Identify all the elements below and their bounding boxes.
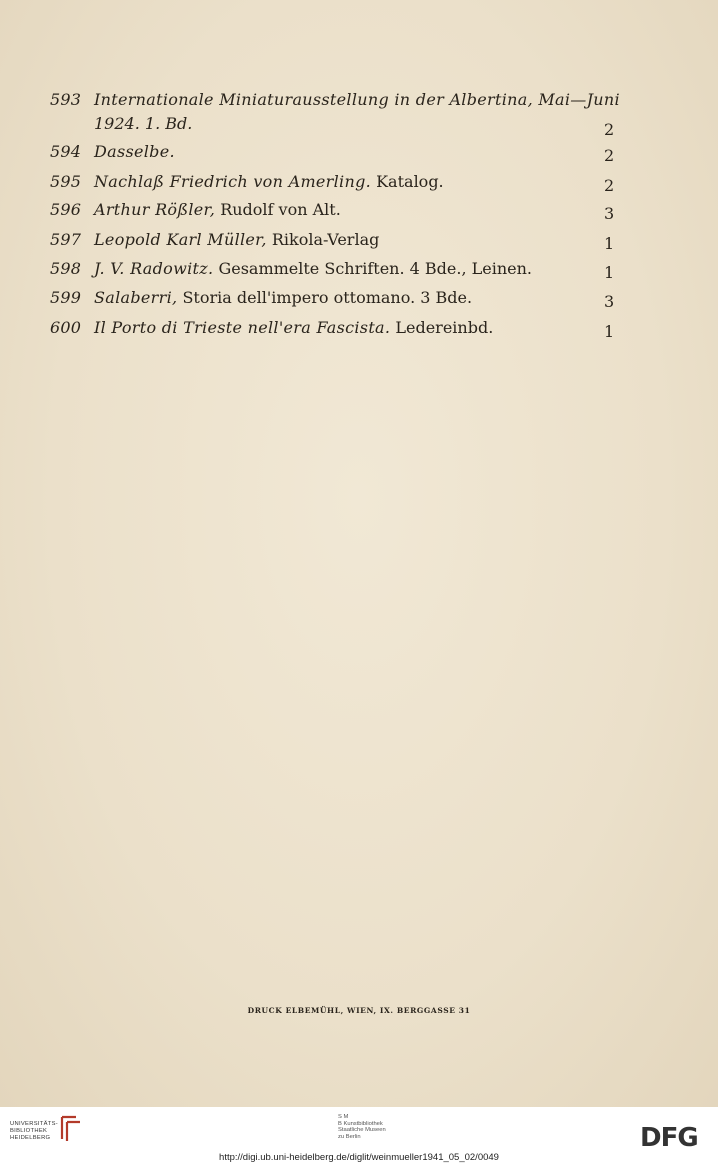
catalog-entry xyxy=(0,288,718,314)
stamp-line: B Kunstbibliothek xyxy=(338,1120,383,1127)
entry-author: Il Porto di Trieste nell'era Fascista. xyxy=(94,318,391,337)
lot-number: 600 xyxy=(50,318,82,337)
lot-number: 599 xyxy=(50,288,82,307)
entry-author: Dasselbe. xyxy=(94,142,175,161)
source-url-link[interactable]: http://digi.ub.uni-heidelberg.de/diglit/weinmueller1941_05_02/0049 xyxy=(219,1152,499,1163)
lot-number: 595 xyxy=(50,172,82,191)
catalog-entry xyxy=(0,318,718,344)
library-name-line: BIBLIOTHEK xyxy=(10,1128,48,1134)
museum-stamp xyxy=(338,1114,386,1140)
entry-text xyxy=(94,259,532,278)
lot-quantity: 2 xyxy=(604,120,615,139)
entry-title: Rudolf von Alt. xyxy=(215,200,341,219)
stamp-line: zu Berlin xyxy=(338,1133,361,1140)
catalog-entry xyxy=(0,142,718,168)
lot-quantity: 1 xyxy=(604,234,615,253)
lot-number: 594 xyxy=(50,142,82,161)
lot-number: 596 xyxy=(50,200,82,219)
catalog-entry xyxy=(0,200,718,226)
entry-text xyxy=(94,200,341,219)
stamp-line: S M xyxy=(338,1114,349,1120)
entry-text xyxy=(94,142,175,161)
catalog-entry xyxy=(0,230,718,256)
printer-imprint: DRUCK ELBEMÜHL, WIEN, IX. BERGGASSE 31 xyxy=(247,1006,471,1015)
lot-quantity: 2 xyxy=(604,176,615,195)
entry-title: Storia dell'impero ottomano. 3 Bde. xyxy=(177,288,473,307)
library-name-line: HEIDELBERG xyxy=(10,1135,51,1141)
lot-quantity: 1 xyxy=(604,322,615,341)
entry-author: J. V. Radowitz. xyxy=(94,259,214,278)
catalog-entry xyxy=(0,90,718,139)
lot-quantity: 1 xyxy=(604,263,615,282)
entry-text xyxy=(94,172,444,191)
entry-text xyxy=(94,288,472,307)
entry-text xyxy=(94,230,379,249)
entry-continuation: 1924. 1. Bd. xyxy=(94,114,193,133)
lot-quantity: 3 xyxy=(604,292,615,311)
dfg-logo[interactable]: DFG xyxy=(640,1123,698,1153)
entry-author: Internationale Miniaturausstellung in der Albertina, Mai—Juni xyxy=(94,90,620,109)
lot-quantity: 3 xyxy=(604,204,615,223)
lot-number: 598 xyxy=(50,259,82,278)
entry-author: Leopold Karl Müller, xyxy=(94,230,267,249)
university-library-logo[interactable] xyxy=(10,1121,58,1142)
lot-quantity: 2 xyxy=(604,146,615,165)
digitization-footer xyxy=(0,1107,718,1164)
library-name-line: UNIVERSITÄTS- xyxy=(10,1121,59,1127)
entry-title: Katalog. xyxy=(371,172,444,191)
entry-text xyxy=(94,90,620,109)
lot-number: 593 xyxy=(50,90,82,109)
entry-title: Rikola-Verlag xyxy=(266,230,380,249)
stamp-line: Staatliche Museen xyxy=(338,1127,386,1134)
entry-author: Nachlaß Friedrich von Amerling. xyxy=(94,172,372,191)
lot-number: 597 xyxy=(50,230,82,249)
entry-author: Salaberri, xyxy=(94,288,178,307)
catalog-entry xyxy=(0,259,718,285)
entry-author: Arthur Rößler, xyxy=(94,200,216,219)
entry-text xyxy=(94,318,493,337)
catalog-entry xyxy=(0,172,718,198)
library-emblem-icon xyxy=(58,1113,84,1143)
entry-title: Ledereinbd. xyxy=(390,318,494,337)
entry-title: Gesammelte Schriften. 4 Bde., Leinen. xyxy=(213,259,533,278)
